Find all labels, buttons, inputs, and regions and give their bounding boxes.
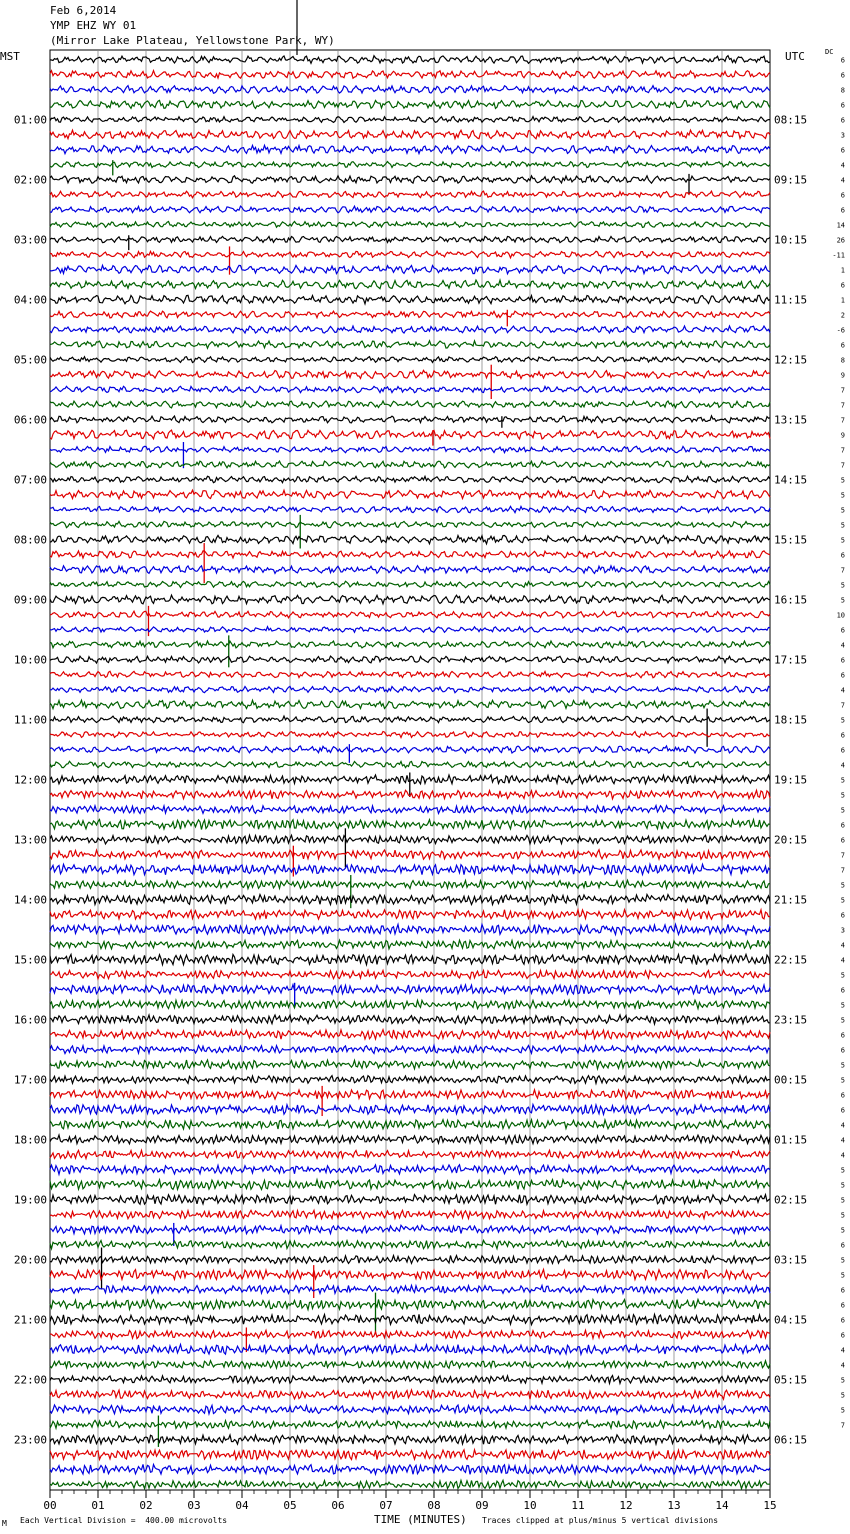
utc-hour-label: 10:15	[774, 233, 808, 247]
utc-hour-label: 03:15	[774, 1253, 808, 1267]
seismic-trace	[50, 416, 770, 423]
mst-hour-label: 15:00	[13, 953, 47, 967]
seismic-trace	[50, 1464, 770, 1474]
seismic-trace	[50, 1300, 770, 1310]
utc-hour-label: 08:15	[774, 113, 808, 127]
utc-hour-label: 00:15	[774, 1073, 808, 1087]
seismic-trace	[50, 1195, 770, 1205]
seismic-trace	[50, 566, 770, 574]
scale-note: Each Vertical Division = 400.00 microvolts	[20, 1516, 228, 1525]
seismic-trace	[50, 1480, 770, 1488]
seismic-trace	[50, 1150, 770, 1158]
chart-date: Feb 6,2014	[50, 4, 117, 17]
dc-offset-label: 7	[840, 416, 845, 425]
seismic-trace	[50, 446, 770, 452]
dc-offset-label: 5	[840, 896, 845, 905]
seismic-trace	[50, 326, 770, 333]
dc-offset-label: 3	[840, 926, 845, 935]
x-tick-label: 15	[763, 1499, 777, 1512]
x-tick-label: 08	[427, 1499, 441, 1512]
mst-hour-label: 17:00	[13, 1073, 47, 1087]
seismic-trace	[50, 1285, 770, 1293]
utc-hour-label: 18:15	[774, 713, 808, 727]
seismic-trace	[50, 880, 770, 888]
seismic-trace	[50, 430, 770, 439]
dc-offset-label: 6	[840, 1241, 845, 1250]
x-tick-label: 04	[235, 1499, 249, 1512]
mst-hour-label: 01:00	[13, 113, 47, 127]
seismic-trace	[50, 656, 770, 663]
seismic-trace	[50, 835, 770, 844]
dc-offset-label: 5	[840, 881, 845, 890]
dc-offset-label: 6	[840, 146, 845, 155]
dc-offset-label: 6	[840, 656, 845, 665]
seismic-trace	[50, 581, 770, 587]
seismic-trace	[50, 1060, 770, 1069]
dc-offset-label: 26	[836, 236, 845, 245]
seismic-trace	[50, 700, 770, 708]
dc-offset-label: 5	[840, 596, 845, 605]
x-tick-label: 01	[91, 1499, 105, 1512]
utc-hour-label: 23:15	[774, 1013, 808, 1027]
seismic-trace	[50, 641, 770, 648]
dc-offset-label: 10	[836, 611, 845, 620]
dc-offset-label: 6	[840, 1106, 845, 1115]
dc-offset-label: 5	[840, 1076, 845, 1085]
seismic-trace	[50, 222, 770, 228]
dc-offset-label: 9	[840, 431, 845, 440]
seismic-trace	[50, 535, 770, 543]
seismic-trace	[50, 1210, 770, 1218]
seismic-trace	[50, 1165, 770, 1175]
dc-offset-label: 5	[840, 476, 845, 485]
seismic-trace	[50, 1090, 770, 1099]
seismic-trace	[50, 1270, 770, 1280]
dc-offset-label: 7	[840, 386, 845, 395]
utc-hour-label: 06:15	[774, 1433, 808, 1447]
dc-offset-label: 6	[840, 56, 845, 65]
dc-offset-label: 6	[840, 911, 845, 920]
mst-hour-label: 03:00	[13, 233, 47, 247]
seismic-trace	[50, 732, 770, 738]
seismic-trace	[50, 1180, 770, 1190]
seismic-trace	[50, 864, 770, 874]
seismic-trace	[50, 265, 770, 273]
utc-hour-label: 15:15	[774, 533, 808, 547]
dc-offset-label: 6	[840, 986, 845, 995]
seismic-trace	[50, 627, 770, 633]
seismic-trace	[50, 820, 770, 830]
left-zone-label: MST	[0, 50, 20, 63]
right-zone-label: UTC	[785, 50, 805, 63]
seismic-trace	[50, 1105, 770, 1115]
x-tick-label: 10	[523, 1499, 537, 1512]
dc-offset-label: 4	[840, 956, 845, 965]
mst-hour-label: 20:00	[13, 1253, 47, 1267]
utc-hour-label: 19:15	[774, 773, 808, 787]
dc-offset-label: 2	[840, 311, 845, 320]
x-tick-label: 07	[379, 1499, 393, 1512]
dc-offset-label: 6	[840, 1331, 845, 1340]
seismic-trace	[50, 746, 770, 753]
mst-hour-label: 10:00	[13, 653, 47, 667]
mst-hour-label: 08:00	[13, 533, 47, 547]
mst-hour-label: 23:00	[13, 1433, 47, 1447]
dc-offset-label: 5	[840, 1181, 845, 1190]
station-code: YMP EHZ WY 01	[50, 19, 137, 32]
dc-offset-label: 6	[840, 206, 845, 215]
dc-offset-label: 6	[840, 836, 845, 845]
dc-offset-label: 6	[840, 71, 845, 80]
seismic-trace	[50, 490, 770, 499]
seismic-trace	[50, 924, 770, 934]
x-tick-label: 12	[619, 1499, 633, 1512]
dc-offset-label: 4	[840, 686, 845, 695]
seismic-trace	[50, 985, 770, 995]
mst-hour-label: 06:00	[13, 413, 47, 427]
seismic-trace	[50, 806, 770, 814]
dc-offset-label: 1	[840, 296, 845, 305]
dc-offset-label: 5	[840, 1211, 845, 1220]
dc-offset-label: 6	[840, 731, 845, 740]
seismic-trace	[50, 1225, 770, 1234]
dc-offset-label: 7	[840, 866, 845, 875]
dc-offset-label: 1	[840, 266, 845, 275]
seismic-trace	[50, 955, 770, 965]
seismic-trace	[50, 386, 770, 392]
utc-hour-label: 14:15	[774, 473, 808, 487]
seismic-trace	[50, 1076, 770, 1084]
mst-hour-label: 07:00	[13, 473, 47, 487]
x-tick-label: 14	[715, 1499, 729, 1512]
dc-offset-label: 5	[840, 581, 845, 590]
seismic-trace	[50, 521, 770, 527]
seismic-trace	[50, 176, 770, 183]
dc-offset-label: 6	[840, 1316, 845, 1325]
utc-hour-label: 20:15	[774, 833, 808, 847]
dc-offset-label: 5	[840, 1376, 845, 1385]
seismic-trace	[50, 850, 770, 859]
x-tick-label: 00	[43, 1499, 57, 1512]
seismic-trace	[50, 1330, 770, 1338]
mst-hour-label: 18:00	[13, 1133, 47, 1147]
x-tick-label: 09	[475, 1499, 489, 1512]
seismic-trace	[50, 761, 770, 767]
seismic-trace	[50, 117, 770, 123]
utc-hour-label: 21:15	[774, 893, 808, 907]
dc-offset-label: 6	[840, 281, 845, 290]
mst-hour-label: 11:00	[13, 713, 47, 727]
dc-offset-label: 5	[840, 1391, 845, 1400]
seismic-trace	[50, 71, 770, 79]
dc-offset-label: 6	[840, 116, 845, 125]
utc-hour-label: 16:15	[774, 593, 808, 607]
dc-offset-label: 4	[840, 176, 845, 185]
utc-hour-label: 05:15	[774, 1373, 808, 1387]
utc-hour-label: 02:15	[774, 1193, 808, 1207]
dc-offset-label: 8	[840, 86, 845, 95]
dc-offset-label: 6	[840, 1301, 845, 1310]
seismic-trace	[50, 506, 770, 512]
dc-offset-label: 6	[840, 341, 845, 350]
dc-offset-label: 8	[840, 356, 845, 365]
x-tick-label: 06	[331, 1499, 345, 1512]
dc-offset-label: 5	[840, 806, 845, 815]
dc-offset-label: 6	[840, 191, 845, 200]
seismic-trace	[50, 162, 770, 168]
dc-offset-label: 4	[840, 1121, 845, 1130]
dc-offset-label: 5	[840, 1001, 845, 1010]
dc-offset-label: 5	[840, 1166, 845, 1175]
x-tick-label: 03	[187, 1499, 201, 1512]
seismic-trace	[50, 86, 770, 94]
seismic-trace	[50, 1376, 770, 1384]
utc-hour-label: 01:15	[774, 1133, 808, 1147]
dc-offset-label: 6	[840, 1046, 845, 1055]
dc-offset-label: 4	[840, 641, 845, 650]
mst-hour-label: 19:00	[13, 1193, 47, 1207]
dc-offset-label: 6	[840, 626, 845, 635]
dc-offset-label: 5	[840, 1406, 845, 1415]
dc-offset-label: 7	[840, 566, 845, 575]
mst-hour-label: 16:00	[13, 1013, 47, 1027]
seismic-trace	[50, 551, 770, 558]
seismic-trace	[50, 341, 770, 348]
dc-offset-label: 7	[840, 851, 845, 860]
mst-hour-label: 22:00	[13, 1373, 47, 1387]
seismic-trace	[50, 357, 770, 363]
seismic-trace	[50, 401, 770, 408]
mst-hour-label: 02:00	[13, 173, 47, 187]
seismic-trace	[50, 910, 770, 920]
dc-offset-label: 5	[840, 971, 845, 980]
seismic-trace	[50, 940, 770, 949]
dc-offset-label: 6	[840, 1286, 845, 1295]
mst-hour-label: 12:00	[13, 773, 47, 787]
dc-offset-label: 4	[840, 1151, 845, 1160]
dc-offset-label: 5	[840, 776, 845, 785]
dc-offset-label: 7	[840, 1421, 845, 1430]
seismic-trace	[50, 1030, 770, 1039]
utc-hour-label: 09:15	[774, 173, 808, 187]
seismic-trace	[50, 295, 770, 304]
dc-offset-label: 9	[840, 371, 845, 380]
dc-offset-label: 4	[840, 1136, 845, 1145]
dc-offset-label: 6	[840, 671, 845, 680]
seismic-trace	[50, 280, 770, 289]
seismic-trace	[50, 1405, 770, 1414]
seismic-trace	[50, 311, 770, 318]
seismic-trace	[50, 206, 770, 213]
seismic-trace	[50, 970, 770, 979]
seismic-trace	[50, 476, 770, 483]
seismic-trace	[50, 671, 770, 677]
seismic-trace	[50, 145, 770, 153]
seismic-trace	[50, 461, 770, 468]
utc-hour-label: 04:15	[774, 1313, 808, 1327]
dc-offset-label: 6	[840, 746, 845, 755]
seismic-trace	[50, 100, 770, 108]
dc-offset-label: -6	[836, 326, 845, 335]
dc-offset-label: 14	[836, 221, 845, 230]
utc-hour-label: 13:15	[774, 413, 808, 427]
seismic-trace	[50, 1450, 770, 1460]
seismic-trace	[50, 1314, 770, 1324]
seismic-trace	[50, 686, 770, 693]
utc-hour-label: 22:15	[774, 953, 808, 967]
mst-hour-label: 04:00	[13, 293, 47, 307]
dc-offset-label: 7	[840, 461, 845, 470]
dc-offset-label: 6	[840, 821, 845, 830]
seismic-trace	[50, 611, 770, 618]
seismic-trace	[50, 716, 770, 723]
mst-hour-label: 13:00	[13, 833, 47, 847]
dc-offset-label: 5	[840, 1256, 845, 1265]
dc-offset-label: -11	[832, 251, 845, 260]
x-tick-label: 13	[667, 1499, 681, 1512]
seismic-trace	[50, 130, 770, 139]
seismic-trace	[50, 1135, 770, 1144]
dc-offset-label: 7	[840, 701, 845, 710]
utc-hour-label: 12:15	[774, 353, 808, 367]
dc-offset-label: 4	[840, 1346, 845, 1355]
x-tick-label: 05	[283, 1499, 297, 1512]
x-tick-label: 02	[139, 1499, 153, 1512]
x-axis-title: TIME (MINUTES)	[374, 1513, 467, 1526]
dc-offset-label: 5	[840, 791, 845, 800]
mst-hour-label: 05:00	[13, 353, 47, 367]
seismic-trace	[50, 251, 770, 258]
x-tick-label: 11	[571, 1499, 585, 1512]
dc-offset-label: 5	[840, 506, 845, 515]
seismic-trace	[50, 895, 770, 905]
dc-offset-label: 4	[840, 941, 845, 950]
mst-hour-label: 21:00	[13, 1313, 47, 1327]
seismic-trace	[50, 1361, 770, 1369]
seismic-trace	[50, 1240, 770, 1248]
dc-offset-label: 5	[840, 716, 845, 725]
seismic-trace	[50, 1345, 770, 1355]
seismic-trace	[50, 1046, 770, 1054]
dc-offset-label: 6	[840, 101, 845, 110]
utc-hour-label: 17:15	[774, 653, 808, 667]
dc-label: DC	[825, 48, 834, 56]
seismic-trace	[50, 56, 770, 64]
seismic-trace	[50, 370, 770, 378]
seismic-trace	[50, 236, 770, 242]
mst-hour-label: 14:00	[13, 893, 47, 907]
dc-offset-label: 4	[840, 1361, 845, 1370]
station-location: (Mirror Lake Plateau, Yellowstone Park, WY)	[50, 34, 335, 47]
seismic-trace	[50, 1015, 770, 1024]
mst-hour-label: 09:00	[13, 593, 47, 607]
dc-offset-label: 5	[840, 491, 845, 500]
dc-offset-label: 5	[840, 536, 845, 545]
dc-offset-label: 6	[840, 1031, 845, 1040]
dc-offset-label: 5	[840, 521, 845, 530]
utc-hour-label: 11:15	[774, 293, 808, 307]
seismic-trace	[50, 1390, 770, 1399]
dc-offset-label: 5	[840, 1061, 845, 1070]
dc-offset-label: 5	[840, 1196, 845, 1205]
dc-offset-label: 6	[840, 551, 845, 560]
seismic-trace	[50, 1120, 770, 1129]
seismic-trace	[50, 191, 770, 198]
dc-offset-label: 5	[840, 1271, 845, 1280]
dc-offset-label: 5	[840, 1016, 845, 1025]
dc-offset-label: 4	[840, 161, 845, 170]
dc-offset-label: 3	[840, 131, 845, 140]
dc-offset-label: 7	[840, 401, 845, 410]
seismic-trace	[50, 1256, 770, 1264]
dc-offset-label: 6	[840, 1091, 845, 1100]
dc-offset-label: 7	[840, 446, 845, 455]
clip-note: Traces clipped at plus/minus 5 vertical divisions	[482, 1516, 719, 1525]
seismic-trace	[50, 595, 770, 604]
seismic-trace	[50, 1000, 770, 1009]
dc-offset-label: 5	[840, 1226, 845, 1235]
corner-mark: M	[2, 1519, 7, 1528]
dc-offset-label: 4	[840, 761, 845, 770]
